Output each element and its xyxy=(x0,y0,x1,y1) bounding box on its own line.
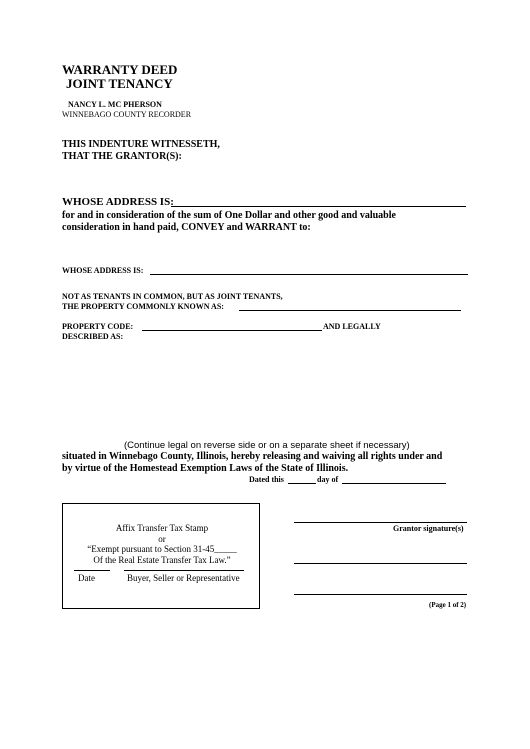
and-legally-label: AND LEGALLY xyxy=(323,322,381,331)
whose-address-label-1: WHOSE ADDRESS IS: xyxy=(62,196,174,208)
document-title-line2: JOINT TENANCY xyxy=(66,76,173,91)
stamp-date-label: Date xyxy=(78,573,95,583)
continue-legal-note: (Continue legal on reverse side or on a separate sheet if necessary) xyxy=(124,440,410,451)
month-year-field[interactable] xyxy=(342,483,446,484)
whose-address-label-2: WHOSE ADDRESS IS: xyxy=(62,266,144,275)
grantor-signature-field-2[interactable] xyxy=(294,563,467,564)
indenture-line1: THIS INDENTURE WITNESSETH, xyxy=(62,139,220,150)
recorder-office: WINNEBAGO COUNTY RECORDER xyxy=(62,110,192,119)
grantor-signature-label: Grantor signature(s) xyxy=(393,524,464,533)
consideration-line1: for and in consideration of the sum of One Dollar and other good and valuable xyxy=(62,210,396,221)
property-code-label: PROPERTY CODE: xyxy=(62,322,134,331)
indenture-line2: THAT THE GRANTOR(S): xyxy=(62,151,182,162)
grantor-address-field[interactable] xyxy=(171,206,466,207)
stamp-signature-field[interactable] xyxy=(124,570,244,571)
grantor-signature-field-1[interactable] xyxy=(294,522,467,523)
grantor-signature-field-3[interactable] xyxy=(294,594,467,595)
page-number: (Page 1 of 2) xyxy=(429,601,467,609)
situated-line1: situated in Winnebago County, Illinois, hereby releasing and waiving all rights under and xyxy=(62,451,443,462)
recorder-name: NANCY L. MC PHERSON xyxy=(68,100,162,109)
situated-line2: by virtue of the Homestead Exemption Laws of the State of Illinois. xyxy=(62,463,349,474)
stamp-date-field[interactable] xyxy=(74,570,110,571)
property-code-field[interactable] xyxy=(142,330,322,331)
tenancy-line1: NOT AS TENANTS IN COMMON, BUT AS JOINT TENANTS, xyxy=(62,292,283,301)
transfer-tax-stamp-box[interactable] xyxy=(62,503,260,609)
described-as-label: DESCRIBED AS: xyxy=(62,332,124,341)
stamp-line1: Affix Transfer Tax Stamp xyxy=(115,523,209,533)
tenancy-line2: THE PROPERTY COMMONLY KNOWN AS: xyxy=(62,302,224,311)
stamp-line4: Of the Real Estate Transfer Tax Law.” xyxy=(93,555,231,565)
consideration-line2: consideration in hand paid, CONVEY and WARRANT to: xyxy=(62,222,311,233)
stamp-buyer-label: Buyer, Seller or Representative xyxy=(127,573,240,583)
document-title-line1: WARRANTY DEED xyxy=(62,62,178,77)
day-field[interactable] xyxy=(288,483,316,484)
stamp-line2: or xyxy=(158,534,166,544)
stamp-line3: “Exempt pursuant to Section 31-45_____ xyxy=(87,544,237,554)
property-known-as-field[interactable] xyxy=(239,310,461,311)
day-of-label: day of xyxy=(317,475,339,484)
dated-this-label: Dated this xyxy=(249,475,284,484)
grantee-address-field[interactable] xyxy=(150,274,468,275)
